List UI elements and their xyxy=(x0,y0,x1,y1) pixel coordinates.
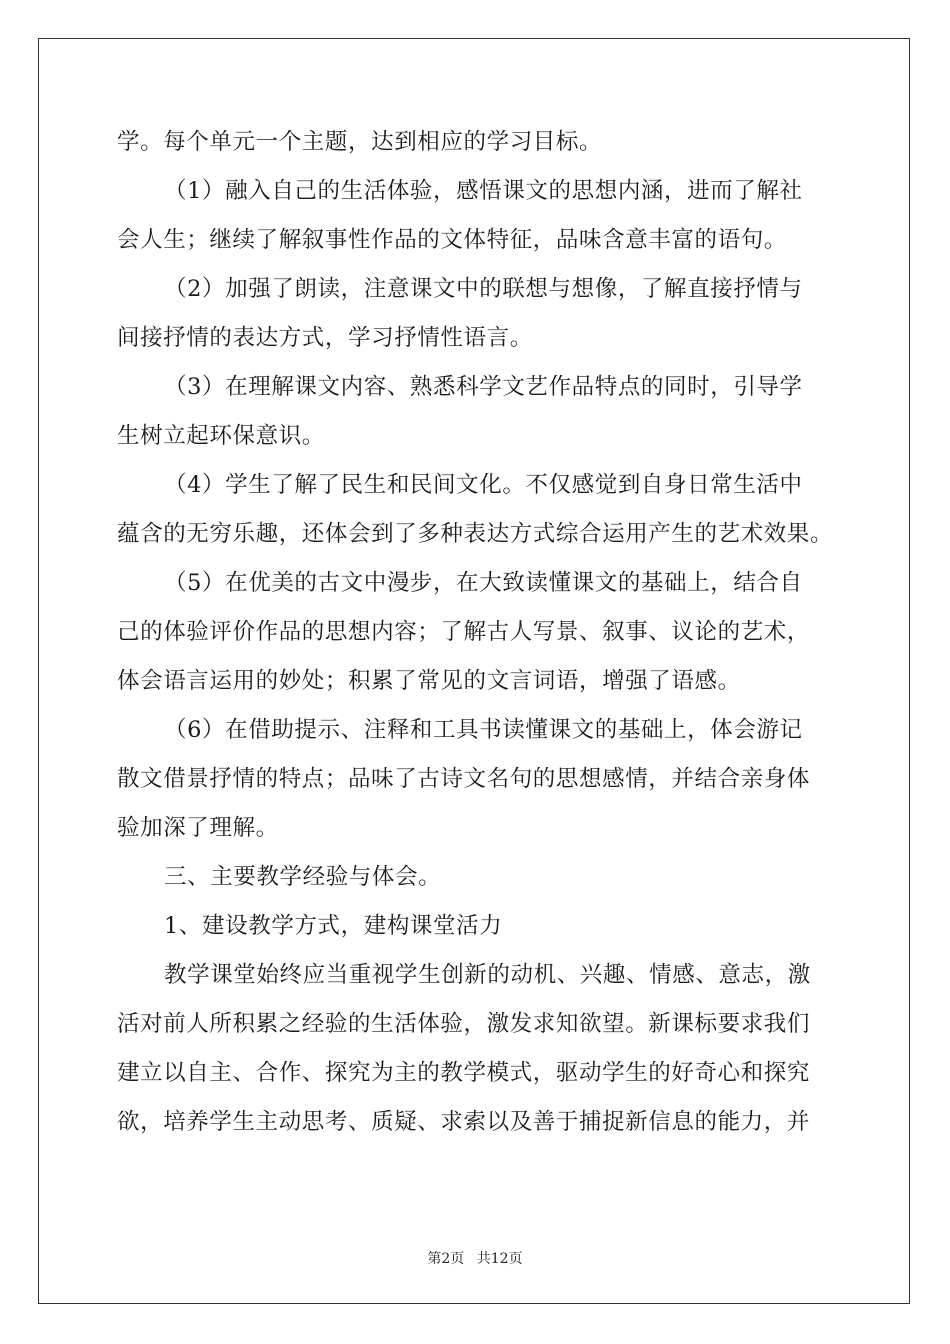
page-footer xyxy=(0,1248,950,1268)
text-line: （5）在优美的古文中漫步，在大致读懂课文的基础上，结合自 xyxy=(164,570,803,596)
page-number: 第2页 xyxy=(427,1251,465,1267)
text-line: 欲，培养学生主动思考、质疑、求索以及善于捕捉新信息的能力，并 xyxy=(117,1109,811,1135)
text-line: 散文借景抒情的特点；品味了古诗文名句的思想感情，并结合亲身体 xyxy=(117,766,811,792)
document-body xyxy=(117,118,833,1147)
text-line: 己的体验评价作品的思想内容；了解古人写景、叙事、议论的艺术， xyxy=(117,619,811,645)
text-line: 教学课堂始终应当重视学生创新的动机、兴趣、情感、意志，激 xyxy=(164,962,811,988)
text-line: 会人生；继续了解叙事性作品的文体特征，品味含意丰富的语句。 xyxy=(117,227,787,253)
text-line: （3）在理解课文内容、熟悉科学文艺作品特点的同时，引导学 xyxy=(164,374,803,400)
text-line: （4）学生了解了民生和民间文化。不仅感觉到自身日常生活中 xyxy=(164,472,803,498)
text-line: 间接抒情的表达方式，学习抒情性语言。 xyxy=(117,325,533,351)
text-line: 蕴含的无穷乐趣，还体会到了多种表达方式综合运用产生的艺术效果。 xyxy=(117,521,834,547)
text-line: 验加深了理解。 xyxy=(117,815,279,841)
text-line: （2）加强了朗读，注意课文中的联想与想像，了解直接抒情与 xyxy=(164,276,803,302)
text-line: 生树立起环保意识。 xyxy=(117,423,325,449)
text-line: （6）在借助提示、注释和工具书读懂课文的基础上，体会游记 xyxy=(164,717,803,743)
text-line: （1）融入自己的生活体验，感悟课文的思想内涵，进而了解社 xyxy=(164,178,803,204)
text-line: 学。每个单元一个主题，达到相应的学习目标。 xyxy=(117,129,603,155)
text-line: 活对前人所积累之经验的生活体验，激发求知欲望。新课标要求我们 xyxy=(117,1011,811,1037)
section-heading: 三、主要教学经验与体会。 xyxy=(164,864,442,890)
text-line: 体会语言运用的妙处；积累了常见的文言词语，增强了语感。 xyxy=(117,668,741,694)
page-total: 共12页 xyxy=(476,1251,523,1267)
text-line: 建立以自主、合作、探究为主的教学模式，驱动学生的好奇心和探究 xyxy=(117,1060,811,1086)
subsection-heading: 1、建设教学方式，建构课堂活力 xyxy=(164,913,503,939)
